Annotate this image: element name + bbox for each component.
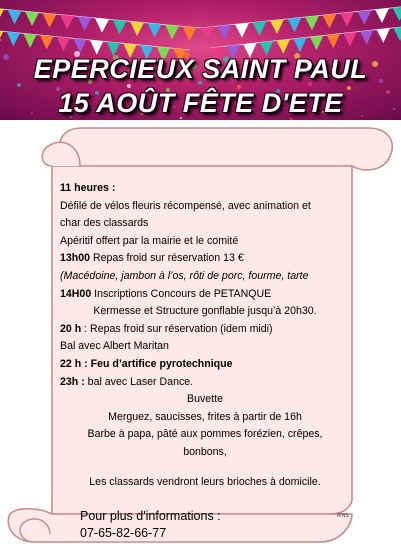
confetti-dot: [0, 39, 1, 41]
bunting-flag: [375, 8, 389, 23]
bunting-flag: [57, 37, 70, 52]
bunting-flag: [200, 27, 214, 42]
bunting-flag: [113, 20, 127, 35]
program-line: Bal avec Albert Maritan: [60, 340, 169, 353]
bunting-flag: [310, 36, 323, 51]
program-line: 22 h : Feu d’artifice pyrotechnique: [60, 357, 233, 370]
bunting-rope: [200, 6, 401, 28]
bunting-flag: [377, 28, 390, 43]
contact-label: Pour plus d'informations :: [80, 509, 221, 523]
banner-title-village: EPERCIEUX SAINT PAUL: [33, 54, 368, 84]
bunting-flag: [43, 13, 57, 28]
bunting-flag: [340, 12, 354, 27]
program-line: bonbons,: [183, 445, 227, 458]
bunting-flag: [60, 15, 74, 30]
bunting-flag: [277, 39, 290, 54]
program-line: [60, 321, 350, 339]
banner-title-event: 15 AOÛT FÊTE D'ETE: [58, 88, 343, 118]
spacer: [60, 462, 350, 474]
bunting-flag: [218, 25, 232, 40]
program-line: Merguez, saucisses, frites à partir de 16h: [108, 410, 302, 423]
bunting-flag: [323, 14, 337, 29]
bunting-flag: [270, 19, 284, 34]
bunting-flag: [23, 33, 36, 48]
bunting-flag: [235, 23, 249, 38]
bunting-flag: [40, 35, 53, 50]
program-line: [60, 286, 350, 304]
time-label: 23h :: [60, 375, 85, 388]
bunting-flag: [130, 21, 144, 36]
program-line: Kermesse et Structure gonflable jusqu’à 20h30.: [93, 305, 317, 318]
header-banner: [0, 0, 401, 120]
bunting-flag: [358, 10, 372, 25]
program-text: [60, 180, 350, 491]
time-label: 20 h: [60, 322, 82, 335]
program-text-span: : Repas froid sur réservation (idem midi): [81, 322, 273, 335]
program-text-span: bal avec Laser Dance.: [84, 375, 194, 388]
bunting-flag: [343, 32, 356, 47]
bunting-flag: [183, 26, 197, 41]
bunting-flag: [7, 32, 20, 47]
bunting-flag: [25, 11, 39, 26]
time-label: 13h00: [60, 252, 91, 265]
bunting-flag: [253, 21, 267, 36]
program-line: [60, 374, 350, 392]
bunting-flag: [90, 40, 103, 55]
time-label: 14H00: [60, 287, 92, 300]
program-text-span: Inscriptions Concours de PETANQUE: [91, 287, 272, 300]
program-line: 11 heures :: [60, 182, 116, 194]
contact-info: [80, 508, 221, 542]
bunting-flag: [148, 23, 162, 38]
program-line: (Macédoine, jambon à l’os, rôti de porc, fourme, tarte: [60, 269, 309, 282]
bunting-flag: [288, 17, 302, 32]
program-line: char des classards: [60, 217, 149, 230]
bunting-flag: [393, 26, 401, 41]
bunting-flag: [0, 30, 3, 45]
contact-phone: 07-65-82-66-77: [80, 526, 167, 540]
bunting-flag: [293, 37, 306, 52]
bunting-flag: [305, 16, 319, 31]
bunting-flag: [327, 34, 340, 49]
program-line: Les classards vendront leurs brioches à domicile.: [89, 475, 321, 488]
bunting-flag: [0, 8, 4, 23]
program-line: Barbe à papa, pâté aux pommes forézien, crêpes,: [87, 428, 323, 441]
program-line: Apéritif offert par la mairie et le comité: [60, 234, 239, 247]
bunting-flag: [393, 6, 401, 21]
bunting-flag: [165, 25, 179, 40]
program-text-span: Repas froid sur réservation 13 €: [90, 252, 244, 265]
bunting-flag: [8, 10, 22, 25]
bunting-flag: [73, 38, 86, 53]
program-line: [60, 250, 350, 268]
bunting-flag: [360, 30, 373, 45]
bunting-flag: [78, 16, 92, 31]
bunting-flag: [95, 18, 109, 33]
program-line: Buvette: [187, 393, 223, 406]
program-line: Défilé de vélos fleuris récompensé, avec animation et: [60, 199, 311, 212]
ipns-stamp: IPNS: [337, 513, 349, 519]
